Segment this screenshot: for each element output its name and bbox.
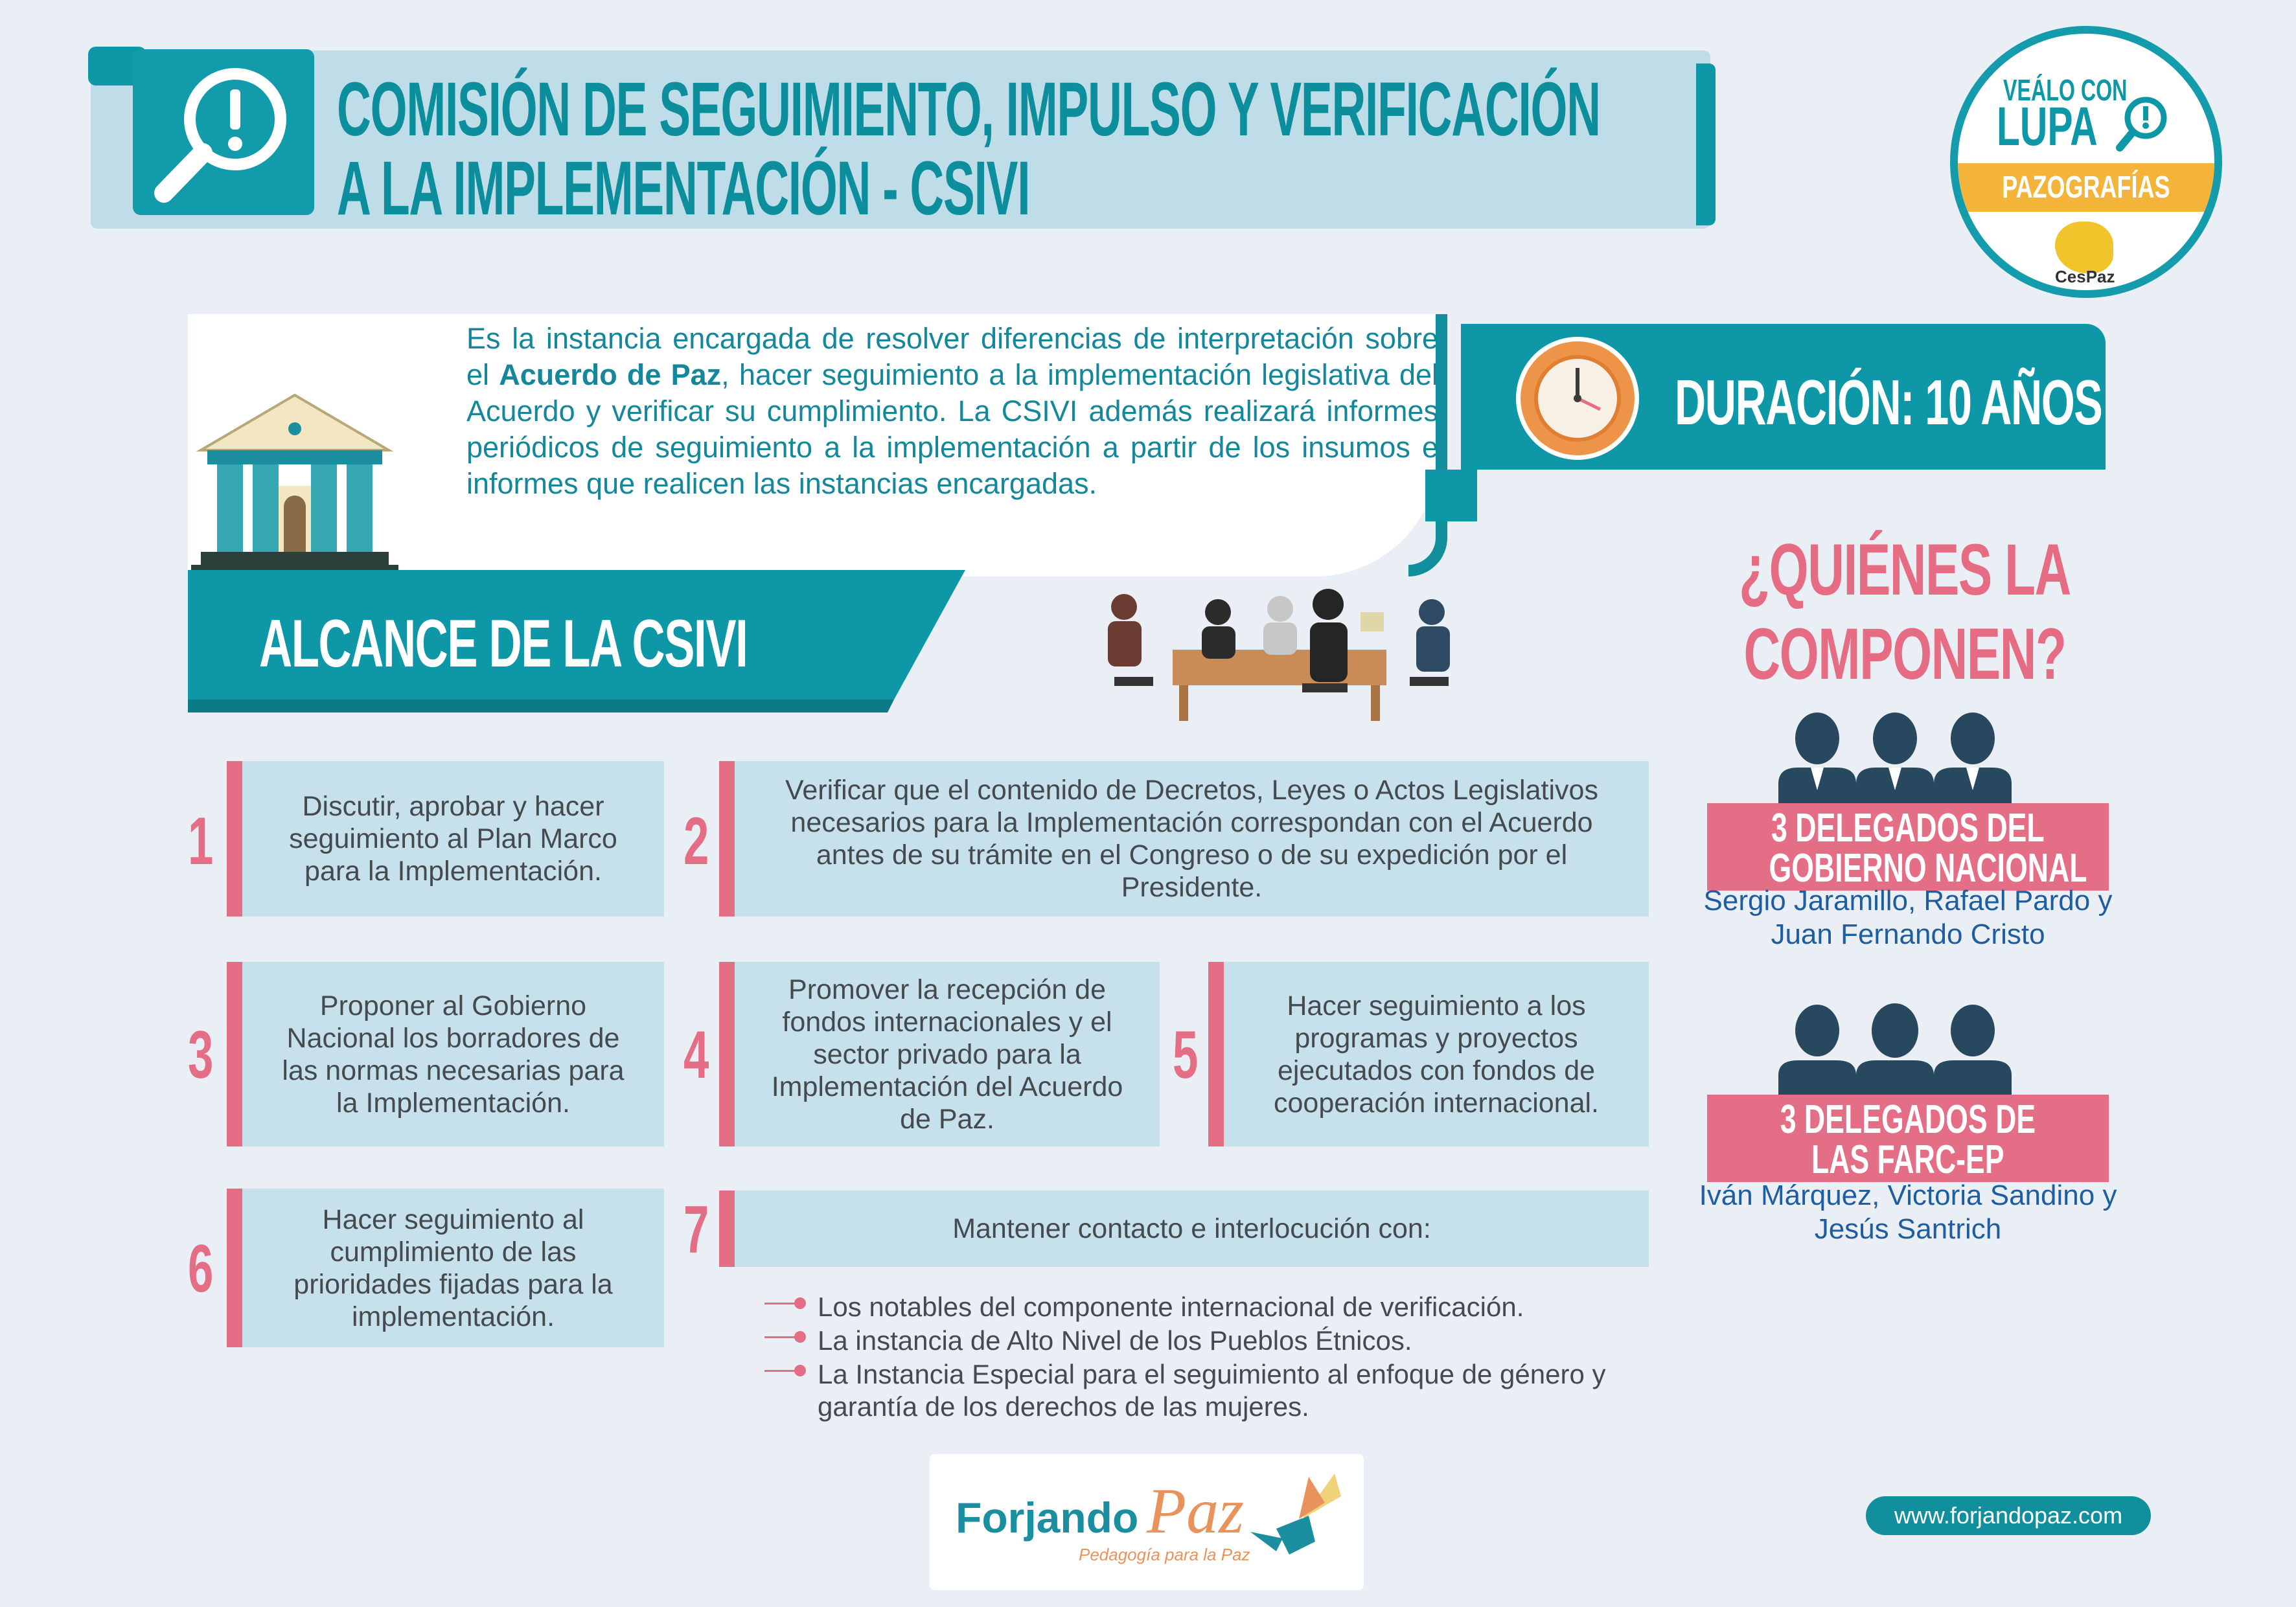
forjando-paz-logo — [930, 1454, 1364, 1590]
alcance-title: ALCANCE DE LA CSIVI — [259, 606, 748, 681]
logo-tagline: Pedagogía para la Paz — [1079, 1545, 1250, 1564]
seal-magnifier-icon — [2113, 92, 2172, 157]
item-number: 7 — [683, 1192, 709, 1268]
contact-list-item: La Instancia Especial para el seguimiento al enfoque de género y garantía de los derechos de las mujeres. — [818, 1358, 1627, 1423]
item-card: Promover la recepción de fondos internacionales y el sector privado para la Implementación del Acuerdo de Paz. — [719, 962, 1160, 1146]
item-number: 6 — [188, 1231, 214, 1306]
item-card: Hacer seguimiento a los programas y proyectos ejecutados con fondos de cooperación internacional. — [1208, 962, 1649, 1146]
seal-band-text: PAZOGRAFÍAS — [2002, 170, 2170, 205]
gov-delegates-ribbon: 3 DELEGADOS DEL GOBIERNO NACIONAL — [1707, 803, 2109, 891]
meeting-illustration — [1088, 586, 1471, 725]
logo-word-forjando: Forjando — [956, 1494, 1139, 1542]
clock-icon — [1516, 337, 1639, 460]
veálo-con-lupa-seal — [1950, 26, 2222, 298]
gov-delegates-names: Sergio Jaramillo, Rafael Pardo y Juan Fernando Cristo — [1703, 885, 2113, 950]
item-number: 1 — [188, 804, 214, 879]
contact-list-item: La instancia de Alto Nivel de los Pueblos Étnicos. — [818, 1325, 1627, 1357]
website-link[interactable]: www.forjandopaz.com — [1866, 1496, 2151, 1535]
item-card: Proponer al Gobierno Nacional los borradores de las normas necesarias para la Implementación. — [227, 962, 664, 1146]
government-delegates-icon — [1778, 706, 2012, 813]
intro-description: Es la instancia encargada de resolver diferencias de interpretación sobre el Acuerdo de Paz, hacer seguimiento a la implementación legislativa del Acuerdo y verificar su cumplimiento. La CSIVI además realizará informes periódicos de seguimiento a la implementación a partir de los insumos e informes que realicen las instancias encargadas. — [466, 322, 1439, 500]
who-title: ¿QUIÉNES LA COMPONEN? — [1739, 529, 2071, 694]
government-building-icon — [188, 389, 402, 586]
seal-band — [1958, 163, 2214, 212]
farc-delegates-ribbon: 3 DELEGADOS DE LAS FARC-EP — [1707, 1095, 2109, 1182]
item-number: 4 — [683, 1018, 709, 1093]
duration-label: DURACIÓN: 10 AÑOS — [1675, 367, 2102, 438]
magnifier-alert-icon — [133, 49, 314, 215]
seal-top-text: VEÁLO CON — [2003, 73, 2128, 107]
item-card: Hacer seguimiento al cumplimiento de las prioridades fijadas para la implementación. — [227, 1189, 664, 1347]
logo-word-paz: Paz — [1147, 1475, 1244, 1547]
farc-delegates-names: Iván Márquez, Victoria Sandino y Jesús Santrich — [1699, 1180, 2117, 1245]
item-number: 3 — [188, 1018, 214, 1093]
item-card: Discutir, aprobar y hacer seguimiento al Plan Marco para la Implementación. — [227, 761, 664, 917]
seal-lupa: LUPA — [1997, 96, 2098, 157]
item-number: 2 — [683, 804, 709, 879]
cespaz-logo-icon — [2055, 222, 2113, 273]
item-number: 5 — [1173, 1018, 1199, 1093]
item-card: Verificar que el contenido de Decretos, Leyes o Actos Legislativos necesarios para la Implementación correspondan con el Acuerdo antes de su trámite en el Congreso o de su expedición por el Presidente. — [719, 761, 1649, 917]
hummingbird-icon — [1237, 1470, 1354, 1567]
farc-delegates-icon — [1778, 1001, 2012, 1101]
item-card: Mantener contacto e interlocución con: — [719, 1191, 1649, 1267]
contact-list-item: Los notables del componente internacional de verificación. — [818, 1291, 1627, 1323]
seal-brand: CesPaz — [2055, 267, 2115, 286]
page-title: COMISIÓN DE SEGUIMIENTO, IMPULSO Y VERIFICACIÓN A LA IMPLEMENTACIÓN - CSIVI — [337, 67, 1600, 231]
